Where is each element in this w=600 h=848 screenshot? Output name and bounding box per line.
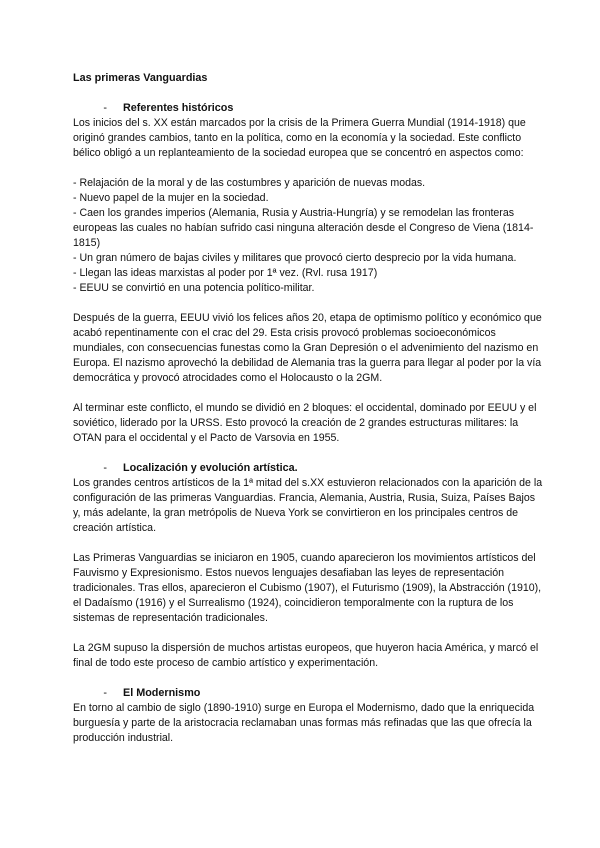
paragraph: Las Primeras Vanguardias se iniciaron en 1905, cuando aparecieron los movimientos artísticos del Fauvismo y Expresionismo. Estos nuevos lenguajes desafiaban las leyes de representación tradicionales. Tras ellos, aparecieron el Cubismo (1907), el Futurismo (1909), la Abstracción (1910), el Dadaísmo (1916) y el Surrealismo (1924), coincidieron temporalmente con la ruptura de los sistemas de representación tradicionales. xyxy=(73,552,542,624)
section-heading-text: El Modernismo xyxy=(123,687,201,699)
paragraph: Después de la guerra, EEUU vivió los felices años 20, etapa de optimismo político y económico que acabó repentinamente con el crac del 29. Esta crisis provocó problemas socioeconómicos mundiales, con consecuencias funestas como la Gran Depresión o el advenimiento del nazismo en Europa. El nazismo aprovechó la debilidad de Alemania tras la guerra para llegar al poder por la vía democrática y provocó atrocidades como el Holocausto o la 2GM. xyxy=(73,312,542,384)
section-heading-localizacion xyxy=(73,461,543,476)
section-heading-modernismo xyxy=(73,686,543,701)
document-title: Las primeras Vanguardias xyxy=(73,72,208,84)
heading-dash: - xyxy=(103,687,107,699)
list-item: - Relajación de la moral y de las costumbres y aparición de nuevas modas. xyxy=(73,177,426,189)
list-item: - Caen los grandes imperios (Alemania, Rusia y Austria-Hungría) y se remodelan las fronteras europeas las cuales no habían sufrido casi ninguna alteración desde el Congreso de Viena (1814-1815) xyxy=(73,207,534,249)
list-item: - Un gran número de bajas civiles y militares que provocó cierto desprecio por la vida humana. xyxy=(73,252,517,264)
paragraph: En torno al cambio de siglo (1890-1910) surge en Europa el Modernismo, dado que la enriquecida burguesía y parte de la aristocracia reclamaban unas formas más refinadas que las que ofrecía la producción industrial. xyxy=(73,702,535,744)
list-item: - Nuevo papel de la mujer en la sociedad. xyxy=(73,192,269,204)
paragraph: La 2GM supuso la dispersión de muchos artistas europeos, que huyeron hacia América, y marcó el final de todo este proceso de cambio artístico y experimentación. xyxy=(73,642,539,669)
list-item: - Llegan las ideas marxistas al poder por 1ª vez. (Rvl. rusa 1917) xyxy=(73,267,378,279)
paragraph: Al terminar este conflicto, el mundo se dividió en 2 bloques: el occidental, dominado por EEUU y el soviético, liderado por la URSS. Esto provocó la creación de 2 grandes estructuras militares: la OTAN para el occidental y el Pacto de Varsovia en 1955. xyxy=(73,402,537,444)
document-page xyxy=(73,71,543,761)
section-heading-text: Localización y evolución artística. xyxy=(123,462,298,474)
section-heading-referentes xyxy=(73,101,543,116)
heading-dash: - xyxy=(103,462,107,474)
bullet-list xyxy=(73,176,543,296)
paragraph: Los grandes centros artísticos de la 1ª mitad del s.XX estuvieron relacionados con la aparición de la configuración de las primeras Vanguardias. Francia, Alemania, Austria, Rusia, Suiza, Países Bajos y, más adelante, la gran metrópolis de Nueva York se convirtieron en los principales centros de creación artística. xyxy=(73,477,543,534)
section-heading-text: Referentes históricos xyxy=(123,102,234,114)
list-item: - EEUU se convirtió en una potencia político-militar. xyxy=(73,282,315,294)
heading-dash: - xyxy=(103,102,107,114)
paragraph: Los inicios del s. XX están marcados por la crisis de la Primera Guerra Mundial (1914-1918) que originó grandes cambios, tanto en la política, como en la economía y la sociedad. Este conflicto bélico obligó a un replanteamiento de la sociedad europea que se concentró en aspectos como: xyxy=(73,117,526,159)
